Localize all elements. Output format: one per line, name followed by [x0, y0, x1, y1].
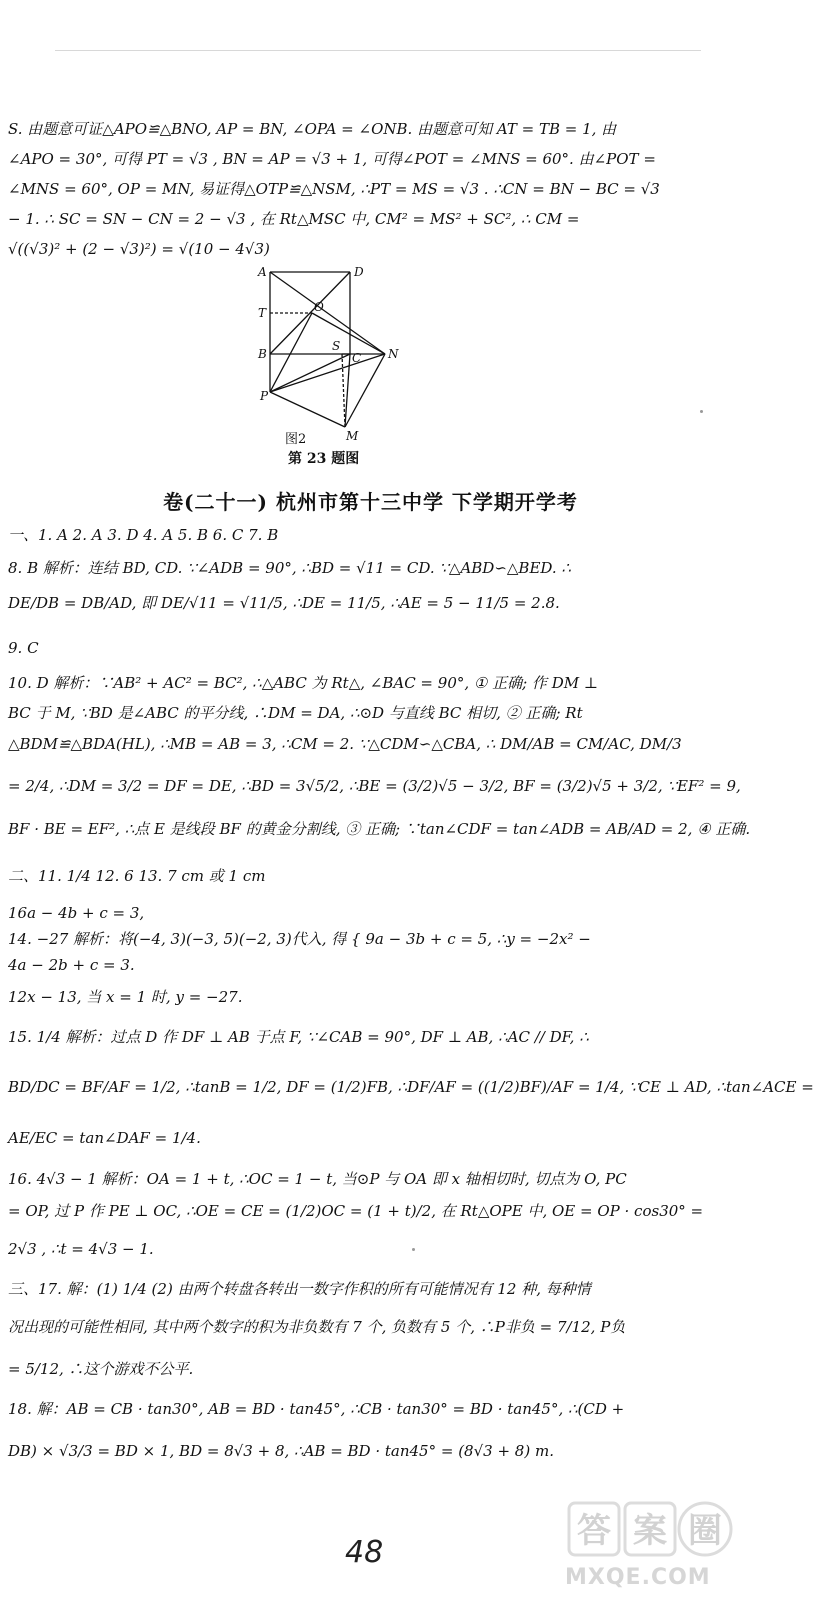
- top-rule: [55, 50, 701, 51]
- text-line-20: 15. 1/4 解析：过点 D 作 DF ⊥ AB 于点 F, ∵∠CAB = 90°, DF ⊥ AB, ∴AC // DF, ∴: [8, 1028, 589, 1046]
- text-line-9: 9. C: [8, 639, 39, 657]
- text-line-17: 14. −27 解析：将(−4, 3)(−3, 5)(−2, 3)代入, 得 { 9a − 3b + c = 5, ∴y = −2x² −: [8, 930, 591, 948]
- text-line-13: = 2/4, ∴DM = 3/2 = DF = DE, ∴BD = 3√5/2, ∴BE = (3/2)√5 − 3/2, BF = (3/2)√5 + 3/2, ∵EF² = 9,: [8, 777, 741, 795]
- text-line-29: 18. 解：AB = CB · tan30°, AB = BD · tan45°, ∴CB · tan30° = BD · tan45°, ∴(CD +: [8, 1400, 625, 1418]
- label-A: A: [258, 265, 267, 279]
- text-line-16: 16a − 4b + c = 3,: [8, 904, 145, 922]
- text-line-28: = 5/12, ∴这个游戏不公平.: [8, 1360, 194, 1378]
- label-D: D: [354, 265, 364, 279]
- text-line-2: ∠APO = 30°, 可得 PT = √3 , BN = AP = √3 + 1, 可得∠POT = ∠MNS = 60°. 由∠POT =: [8, 150, 656, 168]
- watermark-logo: [565, 1495, 735, 1565]
- label-S: S: [332, 339, 341, 353]
- seg-P-M: [270, 392, 345, 427]
- text-line-24: = OP, 过 P 作 PE ⊥ OC, ∴OE = CE = (1/2)OC = (1 + t)/2, 在 Rt△OPE 中, OE = OP · cos30° =: [8, 1202, 704, 1220]
- label-M: M: [346, 429, 359, 443]
- text-line-7: 8. B 解析：连结 BD, CD. ∵∠ADB = 90°, ∴BD = √11 = CD. ∵△ABD∽△BED. ∴: [8, 559, 571, 577]
- text-line-19: 12x − 13, 当 x = 1 时, y = −27.: [8, 988, 243, 1006]
- seg-O-N: [312, 313, 385, 354]
- label-P: P: [260, 389, 269, 403]
- geometry-figure: [250, 262, 410, 472]
- text-line-14: BF · BE = EF², ∴点 E 是线段 BF 的黄金分割线, ③ 正确; ∵tan∠CDF = tan∠ADB = AB/AD = 2, ④ 正确.: [8, 820, 751, 838]
- label-N: N: [388, 347, 399, 361]
- text-line-12: △BDM≌△BDA(HL), ∴MB = AB = 3, ∴CM = 2. ∵△CDM∽△CBA, ∴ DM/AB = CM/AC, DM/3: [8, 735, 682, 753]
- text-line-1: S. 由题意可证△APO≌△BNO, AP = BN, ∠OPA = ∠ONB. 由题意可知 AT = TB = 1, 由: [8, 120, 617, 138]
- section-title: 卷(二十一) 杭州市第十三中学 下学期开学考: [163, 490, 578, 514]
- watermark-url: MXQE.COM: [565, 1565, 711, 1590]
- text-line-4: − 1. ∴ SC = SN − CN = 2 − √3 , 在 Rt△MSC 中, CM² = MS² + SC², ∴ CM =: [8, 210, 580, 228]
- text-line-18: 4a − 2b + c = 3.: [8, 956, 135, 974]
- figure-caption: 图2: [285, 432, 307, 447]
- label-B: B: [258, 347, 267, 361]
- watermark-char-3: 圈: [688, 1511, 722, 1551]
- page-number: 48: [345, 1535, 384, 1570]
- text-line-8: DE/DB = DB/AD, 即 DE/√11 = √11/5, ∴DE = 11/5, ∴AE = 5 − 11/5 = 2.8.: [8, 594, 560, 612]
- seg-S-M: [342, 354, 345, 427]
- text-line-26: 三、17. 解：(1) 1/4 (2) 由两个转盘各转出一数字作积的所有可能情况有 12 种, 每种情: [8, 1280, 591, 1298]
- figure-title: 第 23 题图: [288, 451, 360, 467]
- label-T: T: [258, 306, 267, 320]
- text-line-22: AE/EC = tan∠DAF = 1/4.: [8, 1129, 201, 1147]
- label-O: O: [314, 300, 324, 314]
- seg-C-M: [345, 354, 350, 427]
- text-line-15: 二、11. 1/4 12. 6 13. 7 cm 或 1 cm: [8, 867, 266, 885]
- text-line-30: DB) × √3/3 = BD × 1, BD = 8√3 + 8, ∴AB = BD · tan45° = (8√3 + 8) m.: [8, 1442, 554, 1460]
- text-line-27: 况出现的可能性相同, 其中两个数字的积为非负数有 7 个, 负数有 5 个, ∴P非负 = 7/12, P负: [8, 1318, 626, 1336]
- text-line-10: 10. D 解析：∵AB² + AC² = BC², ∴△ABC 为 Rt△, ∠BAC = 90°, ① 正确; 作 DM ⊥: [8, 674, 598, 692]
- text-line-21: BD/DC = BF/AF = 1/2, ∴tanB = 1/2, DF = (1/2)FB, ∴DF/AF = ((1/2)BF)/AF = 1/4, ∵CE ⊥ AD, ∴tan∠ACE =: [8, 1078, 814, 1096]
- scan-speck: [700, 410, 703, 413]
- watermark-char-2: 案: [633, 1511, 667, 1551]
- label-C: C: [352, 351, 362, 365]
- seg-P-C: [270, 354, 350, 392]
- text-line-6: 一、1. A 2. A 3. D 4. A 5. B 6. C 7. B: [8, 526, 279, 544]
- scan-speck: [412, 1248, 415, 1251]
- text-line-25: 2√3 , ∴t = 4√3 − 1.: [8, 1240, 154, 1258]
- text-line-3: ∠MNS = 60°, OP = MN, 易证得△OTP≌△NSM, ∴PT = MS = √3 . ∴CN = BN − BC = √3: [8, 180, 660, 198]
- watermark-char-1: 答: [577, 1511, 611, 1551]
- text-line-5: √((√3)² + (2 − √3)²) = √(10 − 4√3): [8, 240, 270, 258]
- text-line-23: 16. 4√3 − 1 解析：OA = 1 + t, ∴OC = 1 − t, 当⊙P 与 OA 即 x 轴相切时, 切点为 O, PC: [8, 1170, 627, 1188]
- text-line-11: BC 于 M, ∵BD 是∠ABC 的平分线, ∴DM = DA, ∴⊙D 与直线 BC 相切, ② 正确; Rt: [8, 704, 583, 722]
